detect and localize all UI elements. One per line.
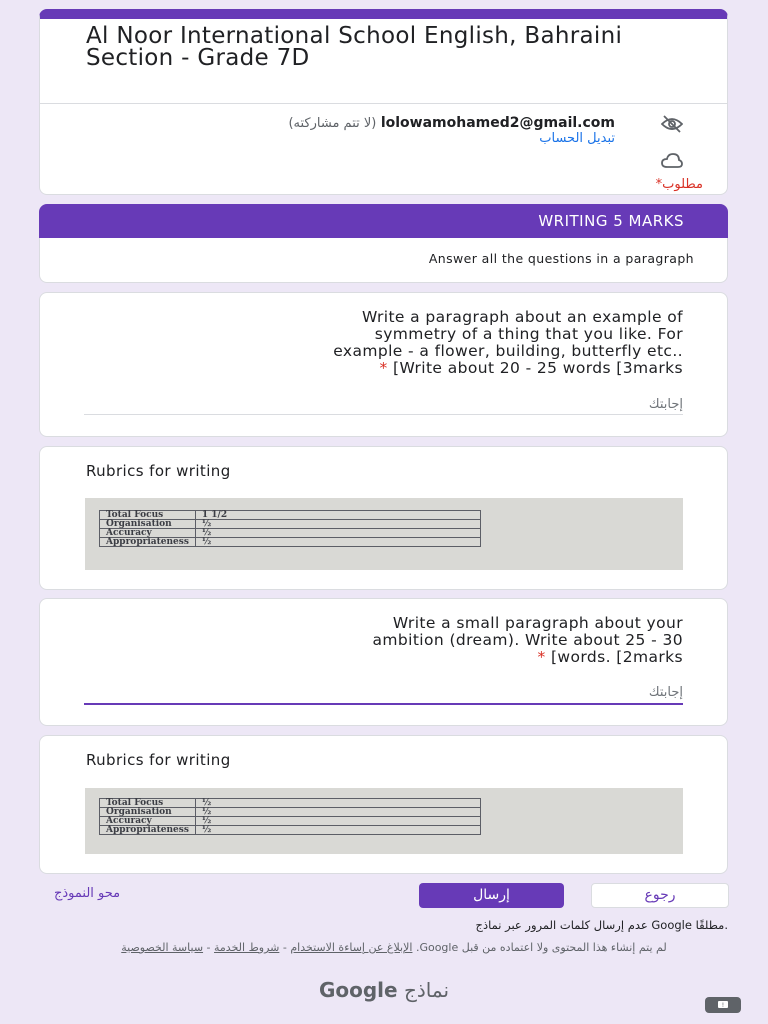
question-card-1 xyxy=(39,292,728,437)
google-wordmark: Google xyxy=(318,978,398,1002)
section-header xyxy=(39,204,728,238)
rubric-card-1 xyxy=(39,446,728,590)
rubric-label: Total Focus xyxy=(100,511,196,520)
rubric-title-2: Rubrics for writing xyxy=(86,751,231,769)
answer-underline xyxy=(84,414,683,415)
header-divider xyxy=(40,103,727,104)
rubric-label: Appropriateness xyxy=(100,538,196,547)
section-description-card xyxy=(39,238,728,283)
rubric-title-1: Rubrics for writing xyxy=(86,462,231,480)
required-note: *مطلوب xyxy=(655,177,703,192)
question-line: * [Write about 20 - 25 words [3marks xyxy=(379,359,683,377)
not-shared-label: (لا تتم مشاركته) xyxy=(288,116,377,131)
disclaimer-text: لم يتم إنشاء هذا المحتوى ولا اعتماده من قبل Google. xyxy=(415,941,667,954)
terms-link[interactable]: شروط الخدمة xyxy=(214,941,280,954)
clear-form-button[interactable]: محو النموذج xyxy=(54,886,121,901)
question-line: Write a paragraph about an example of xyxy=(361,308,683,326)
section-title: WRITING 5 MARKS xyxy=(538,212,684,230)
separator: - xyxy=(203,941,211,954)
question-text-1 xyxy=(333,309,683,377)
rubric-table xyxy=(99,510,481,547)
question-line: ambition (dream). Write about 25 - 30 xyxy=(372,631,683,649)
report-abuse-link[interactable]: الإبلاغ عن إساءة الاستخدام xyxy=(290,941,413,954)
rubric-table-image-1 xyxy=(85,498,683,570)
required-star: * xyxy=(537,648,551,666)
rubric-value: ½ xyxy=(195,799,480,808)
switch-account-link[interactable]: تبديل الحساب xyxy=(539,131,615,146)
form-title: Al Noor International School English, Bahraini Section - Grade 7D xyxy=(86,23,623,71)
question-line: example - a flower, building, butterfly etc.. xyxy=(333,342,683,360)
rubric-card-2 xyxy=(39,735,728,874)
answer-input-1[interactable]: إجابتك xyxy=(648,397,683,412)
rubric-label: Accuracy xyxy=(100,529,196,538)
svg-text:!: ! xyxy=(721,1002,725,1009)
back-button[interactable]: رجوع xyxy=(591,883,729,908)
rubric-value: ½ xyxy=(195,520,480,529)
rubric-label: Organisation xyxy=(100,808,196,817)
question-line: Write a small paragraph about your xyxy=(392,614,683,632)
rubric-value: 1 1/2 xyxy=(195,511,480,520)
question-line: symmetry of a thing that you like. For xyxy=(374,325,683,343)
question-line: * [words. [2marks xyxy=(537,648,683,666)
submit-button[interactable]: إرسال xyxy=(419,883,564,908)
form-header-card xyxy=(39,9,728,195)
answer-underline-active xyxy=(84,703,683,705)
rubric-value: ½ xyxy=(195,808,480,817)
section-description: Answer all the questions in a paragraph xyxy=(428,251,694,266)
rubric-value: ½ xyxy=(195,529,480,538)
privacy-link[interactable]: سياسة الخصوصية xyxy=(121,941,204,954)
cloud-icon xyxy=(661,153,683,173)
rubric-value: ½ xyxy=(195,826,480,835)
rubric-table-image-2 xyxy=(85,788,683,854)
rubric-value: ½ xyxy=(195,817,480,826)
eye-off-icon[interactable] xyxy=(661,115,683,137)
footer-disclaimer xyxy=(60,941,728,954)
question-text-2 xyxy=(372,615,683,666)
question-card-2 xyxy=(39,598,728,726)
google-forms-logo[interactable] xyxy=(0,978,768,1002)
account-info xyxy=(288,115,615,131)
rubric-label: Organisation xyxy=(100,520,196,529)
forms-wordmark: نماذج xyxy=(403,978,450,1002)
password-warning: عدم إرسال كلمات المرور عبر نماذج Google مطلقًا. xyxy=(475,918,728,932)
rubric-value: ½ xyxy=(195,538,480,547)
feedback-icon[interactable] xyxy=(705,997,741,1013)
account-email: lolowamohamed2@gmail.com xyxy=(380,115,615,131)
required-star: * xyxy=(379,359,393,377)
rubric-label: Total Focus xyxy=(100,799,196,808)
rubric-table xyxy=(99,798,481,835)
separator: - xyxy=(279,941,287,954)
rubric-label: Appropriateness xyxy=(100,826,196,835)
answer-input-2[interactable]: إجابتك xyxy=(648,685,683,700)
rubric-label: Accuracy xyxy=(100,817,196,826)
